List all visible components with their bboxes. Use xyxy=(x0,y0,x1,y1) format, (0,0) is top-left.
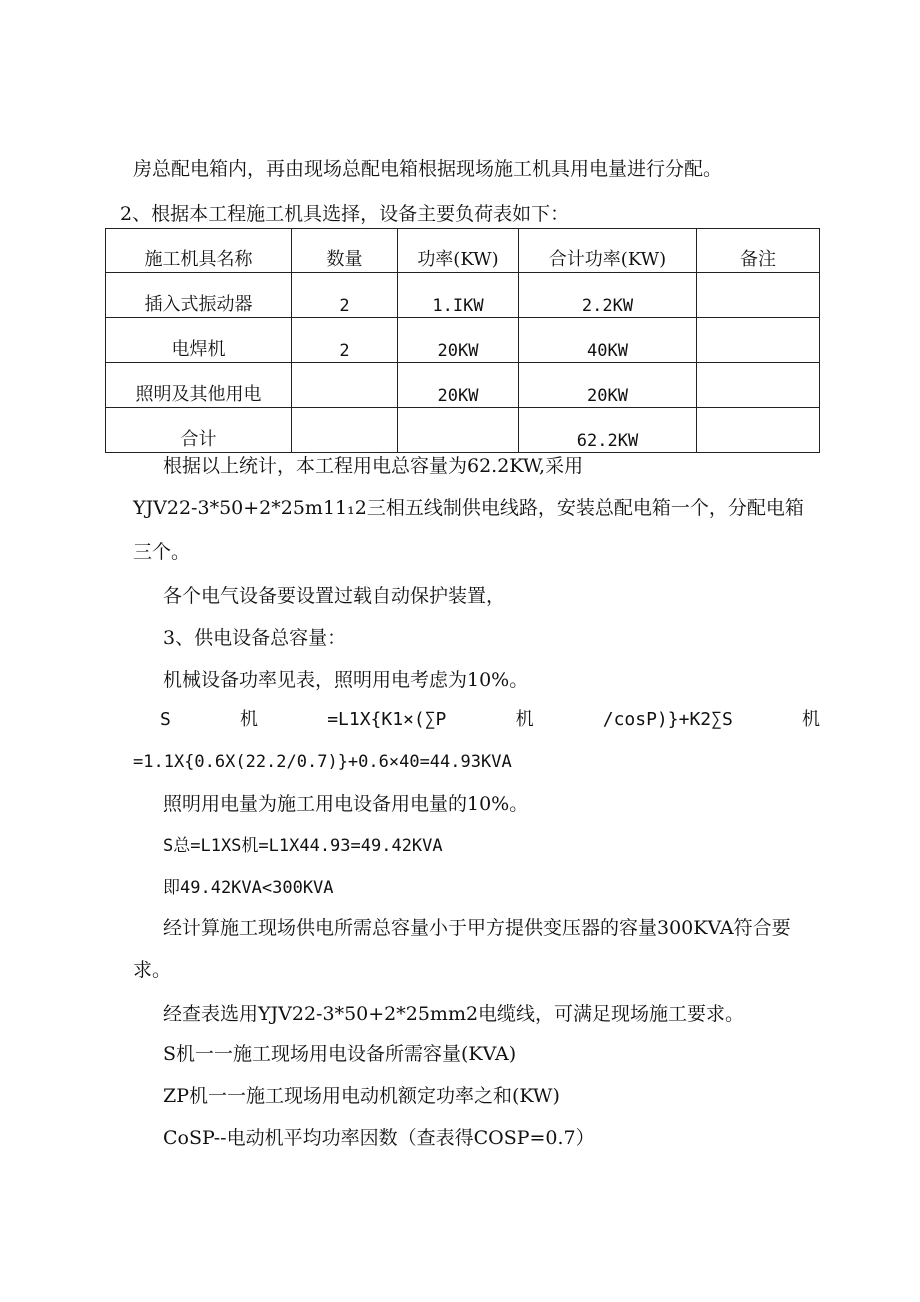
cell-total-power: 2.2KW xyxy=(519,273,697,318)
formula-result: =1.1X{0.6X(22.2/0.7)}+0.6×40=44.93KVA xyxy=(133,752,512,772)
cell-remarks xyxy=(697,273,820,318)
formula-line xyxy=(160,708,820,732)
paragraph-2: 2、根据本工程施工机具选择，设备主要负荷表如下： xyxy=(120,203,570,225)
header-name: 施工机具名称 xyxy=(106,229,292,273)
table-row xyxy=(106,318,820,363)
paragraph-5: 三个。 xyxy=(133,541,191,563)
cell-quantity xyxy=(292,408,398,453)
header-power: 功率(KW) xyxy=(398,229,519,273)
paragraph-4: YJV22-3*50+2*25m11₁2三相五线制供电线路，安装总配电箱一个，分配电箱 xyxy=(133,497,804,519)
paragraph-16: 经查表选用YJV22-3*50+2*25mm2电缆线，可满足现场施工要求。 xyxy=(163,1003,745,1025)
paragraph-6: 各个电气设备要设置过载自动保护装置， xyxy=(163,585,506,607)
cell-remarks xyxy=(697,318,820,363)
cell-power: 20KW xyxy=(398,363,519,408)
formula-part: /cosP)}+K2∑S xyxy=(602,709,733,730)
paragraph-17: S机一一施工现场用电设备所需容量(KVA) xyxy=(163,1043,517,1065)
header-remarks: 备注 xyxy=(697,229,820,273)
cell-quantity: 2 xyxy=(292,318,398,363)
table-row-total xyxy=(106,408,820,453)
cell-total-power: 40KW xyxy=(519,318,697,363)
table-row xyxy=(106,363,820,408)
cell-total-power: 62.2KW xyxy=(519,408,697,453)
paragraph-12: S总=L1XS机=L1X44.93=49.42KVA xyxy=(163,836,443,856)
paragraph-7: 3、供电设备总容量： xyxy=(163,627,347,649)
table-row xyxy=(106,273,820,318)
cell-name: 插入式振动器 xyxy=(106,273,292,318)
cell-name: 照明及其他用电 xyxy=(106,363,292,408)
paragraph-14: 经计算施工现场供电所需总容量小于甲方提供变压器的容量300KVA符合要 xyxy=(163,917,791,939)
cell-quantity xyxy=(292,363,398,408)
formula-part: S xyxy=(160,709,171,730)
cell-power: 20KW xyxy=(398,318,519,363)
paragraph-11: 照明用电量为施工用电设备用电量的10%。 xyxy=(163,793,529,815)
load-table xyxy=(105,228,820,453)
cell-quantity: 2 xyxy=(292,273,398,318)
cell-power xyxy=(398,408,519,453)
header-total-power: 合计功率(KW) xyxy=(519,229,697,273)
formula-part: 机 xyxy=(801,709,820,730)
paragraph-13: 即49.42KVA<300KVA xyxy=(163,878,334,898)
cell-name: 电焊机 xyxy=(106,318,292,363)
table-header-row xyxy=(106,229,820,273)
cell-name: 合计 xyxy=(106,408,292,453)
cell-remarks xyxy=(697,363,820,408)
paragraph-18: ZP机一一施工现场用电动机额定功率之和(KW) xyxy=(163,1085,560,1107)
formula-part: =L1X{K1×(∑P xyxy=(327,709,447,730)
formula-part: 机 xyxy=(240,709,259,730)
paragraph-19: CoSP--电动机平均功率因数（查表得COSP=0.7） xyxy=(163,1127,595,1149)
formula-part: 机 xyxy=(515,709,534,730)
cell-power: 1.IKW xyxy=(398,273,519,318)
paragraph-8: 机械设备功率见表，照明用电考虑为10%。 xyxy=(163,669,529,691)
header-quantity: 数量 xyxy=(292,229,398,273)
cell-total-power: 20KW xyxy=(519,363,697,408)
paragraph-1: 房总配电箱内，再由现场总配电箱根据现场施工机具用电量进行分配。 xyxy=(133,158,723,180)
cell-remarks xyxy=(697,408,820,453)
paragraph-15: 求。 xyxy=(133,959,172,981)
paragraph-3: 根据以上统计，本工程用电总容量为62.2KW,采用 xyxy=(163,455,584,477)
